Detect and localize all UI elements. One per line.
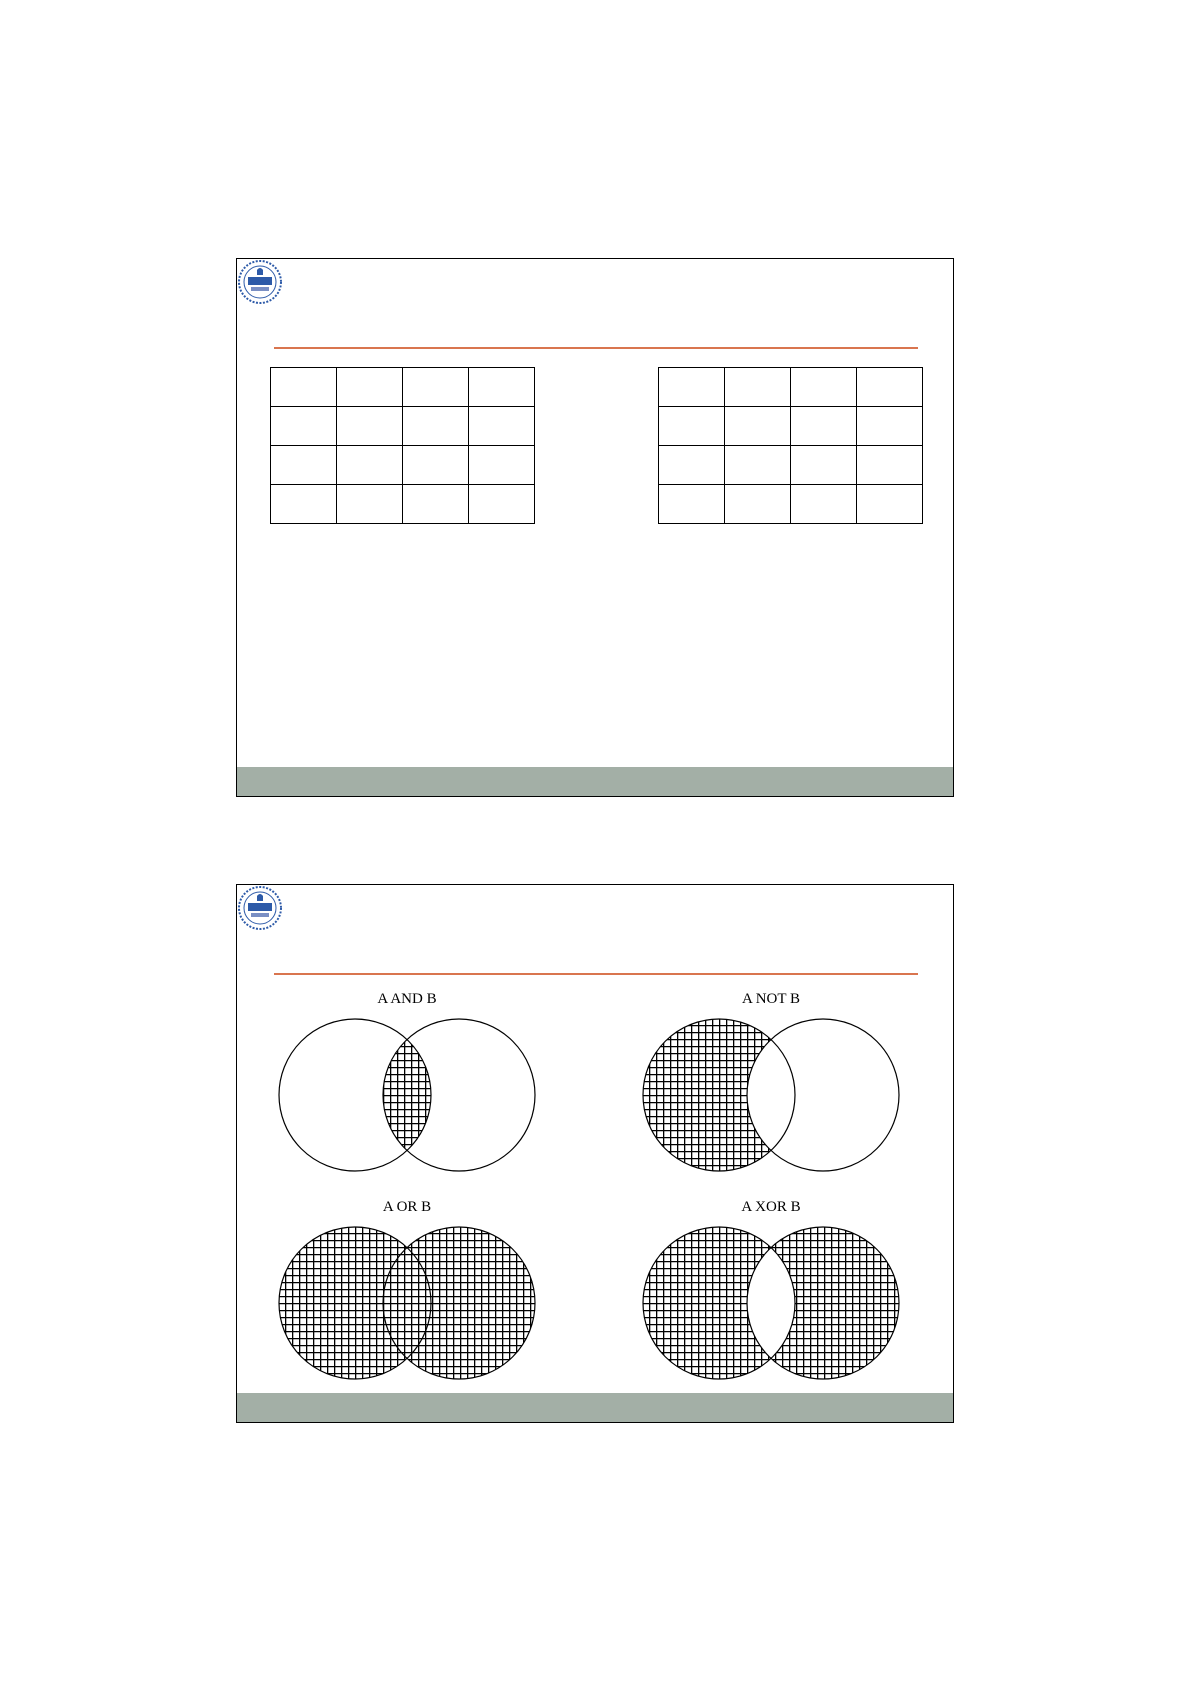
table-cell: [271, 485, 337, 524]
table-cell: [271, 446, 337, 485]
table-cell: [271, 407, 337, 446]
table-row: [659, 485, 923, 524]
table-cell: [857, 368, 923, 407]
table-cell: [271, 368, 337, 407]
table-cell: [403, 407, 469, 446]
table-row: [271, 407, 535, 446]
table-cell: [469, 446, 535, 485]
table-cell: [791, 446, 857, 485]
table-right: [658, 367, 923, 524]
table-cell: [725, 368, 791, 407]
table-cell: [791, 368, 857, 407]
table-cell: [857, 485, 923, 524]
table-cell: [337, 485, 403, 524]
table-cell: [725, 485, 791, 524]
table-cell: [337, 368, 403, 407]
table-cell: [791, 485, 857, 524]
slide-2: [236, 884, 954, 1423]
table-cell: [857, 407, 923, 446]
table-cell: [337, 407, 403, 446]
table-row: [659, 368, 923, 407]
title-rule: [274, 347, 918, 349]
slide-1: [236, 258, 954, 797]
table-cell: [469, 485, 535, 524]
table-row: [659, 446, 923, 485]
table-cell: [403, 446, 469, 485]
table-row: [659, 407, 923, 446]
venn-label: A AND B: [377, 991, 437, 1007]
venn-a-and-b: [279, 991, 535, 1171]
table-cell: [469, 368, 535, 407]
table-cell: [725, 446, 791, 485]
table-cell: [403, 485, 469, 524]
venn-a-xor-b: [643, 1199, 899, 1379]
venn-label: A OR B: [382, 1199, 432, 1215]
table-row: [271, 485, 535, 524]
table-left: [270, 367, 535, 524]
table-cell: [403, 368, 469, 407]
table-cell: [659, 446, 725, 485]
table-cell: [659, 485, 725, 524]
table-cell: [659, 407, 725, 446]
footer-bar: [237, 1393, 953, 1422]
venn-diagrams: [237, 885, 953, 1393]
table-cell: [469, 407, 535, 446]
table-cell: [791, 407, 857, 446]
venn-label: A NOT B: [741, 991, 801, 1007]
table-row: [271, 446, 535, 485]
table-cell: [337, 446, 403, 485]
venn-a-not-b: [643, 991, 899, 1171]
footer-bar: [237, 767, 953, 796]
table-row: [271, 368, 535, 407]
institution-logo-icon: [237, 259, 283, 305]
table-cell: [857, 446, 923, 485]
venn-label: A XOR B: [741, 1199, 801, 1215]
table-cell: [725, 407, 791, 446]
table-cell: [659, 368, 725, 407]
venn-a-or-b: [279, 1199, 535, 1379]
